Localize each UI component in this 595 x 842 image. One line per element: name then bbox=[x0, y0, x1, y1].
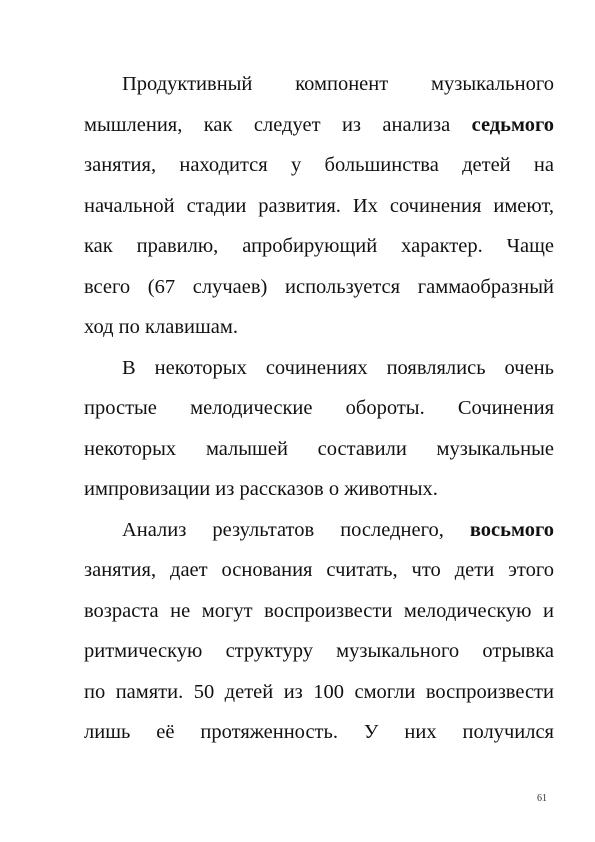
text-run: Анализ результатов последнего, bbox=[122, 518, 470, 541]
text-run: В некоторых сочинениях появлялись очень bbox=[122, 356, 554, 379]
text-line bbox=[84, 145, 554, 186]
bold-text: восьмого bbox=[469, 518, 554, 541]
text-line bbox=[84, 64, 554, 105]
text-run: лишь её протяженность. У них получился bbox=[84, 721, 554, 743]
paragraph bbox=[84, 510, 554, 753]
text-line bbox=[84, 510, 554, 551]
text-run: простые мелодические обороты. Сочинения bbox=[84, 397, 554, 419]
text-line bbox=[84, 712, 554, 753]
text-run: занятия, находится у большинства детей на bbox=[84, 154, 554, 176]
text-line bbox=[84, 631, 554, 672]
text-line bbox=[84, 388, 554, 429]
text-line bbox=[84, 307, 554, 348]
text-line bbox=[84, 186, 554, 227]
text-run: мышления, как следует из анализа bbox=[84, 113, 472, 136]
text-run: Продуктивный компонент музыкального bbox=[122, 73, 554, 95]
text-line bbox=[84, 469, 554, 510]
paragraph bbox=[84, 348, 554, 510]
text-run: возраста не могут воспроизвести мелодическую и bbox=[84, 599, 554, 622]
page-number: 61 bbox=[537, 793, 547, 804]
text-run: как правилю, апробирующий характер. Чаще bbox=[84, 235, 554, 257]
text-line bbox=[84, 591, 554, 632]
text-run: импровизации из рассказов о животных. bbox=[84, 478, 438, 500]
text-line bbox=[84, 267, 554, 308]
text-run: занятия, дает основания считать, что дети этого bbox=[84, 559, 554, 581]
text-line bbox=[84, 226, 554, 267]
text-run: некоторых малышей составили музыкальные bbox=[84, 437, 554, 460]
text-line bbox=[84, 429, 554, 470]
bold-text: седьмого bbox=[471, 113, 554, 136]
text-line bbox=[84, 672, 554, 713]
paragraph bbox=[84, 64, 554, 348]
text-run: начальной стадии развития. Их сочинения имеют, bbox=[84, 194, 554, 217]
text-run: ритмическую структуру музыкального отрывка bbox=[84, 640, 554, 662]
text-line bbox=[84, 550, 554, 591]
text-line bbox=[84, 105, 554, 146]
text-line bbox=[84, 348, 554, 389]
text-body bbox=[84, 64, 554, 753]
text-run: по памяти. 50 детей из 100 смогли воспроизвести bbox=[84, 680, 554, 703]
text-run: всего (67 случаев) используется гаммаобразный bbox=[84, 275, 554, 298]
text-run: ход по клавишам. bbox=[84, 316, 238, 338]
